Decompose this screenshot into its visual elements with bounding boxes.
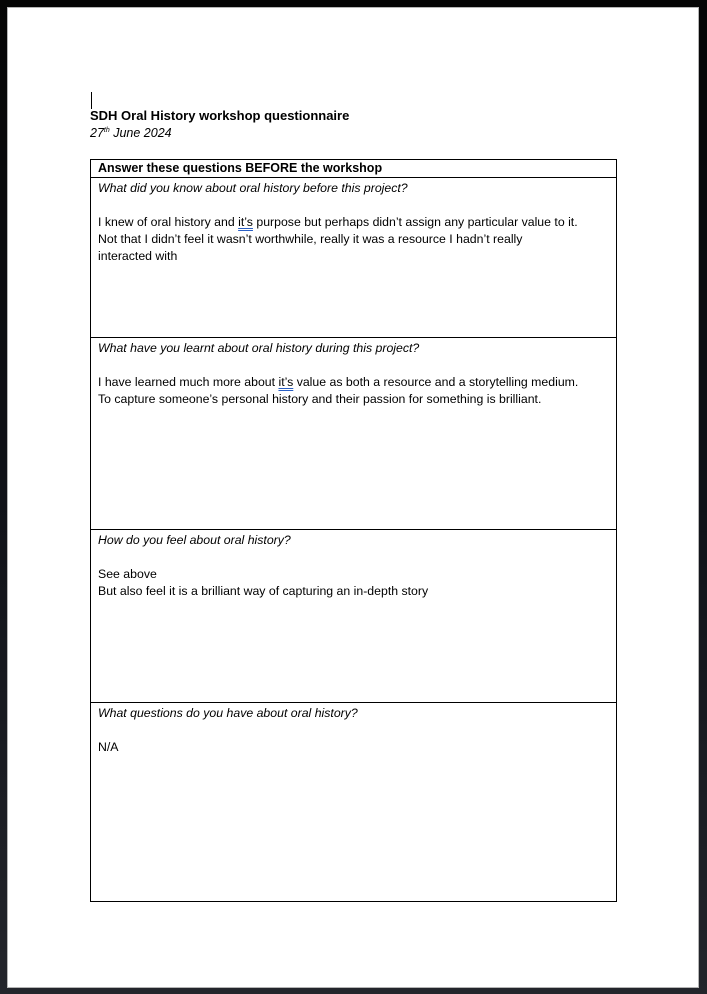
answer-line: N/A [98, 740, 119, 754]
answer-line: interacted with [98, 249, 178, 263]
table-header: Answer these questions BEFORE the workshop [91, 160, 616, 178]
spellcheck-flag[interactable]: it’s [238, 215, 253, 229]
date-suffix: th [103, 127, 110, 134]
question-row-open-questions[interactable] [91, 703, 616, 901]
question-row-learnt-during[interactable] [91, 338, 616, 530]
date-rest: June 2024 [109, 126, 172, 140]
answer-text[interactable] [98, 566, 609, 600]
text-cursor [91, 92, 92, 109]
question-text: What did you know about oral history before this project? [98, 181, 408, 195]
question-text: How do you feel about oral history? [98, 533, 291, 547]
answer-line: I have learned much more about it’s value as both a resource and a storytelling medium. [98, 375, 579, 389]
document-page[interactable] [7, 7, 699, 988]
answer-line: To capture someone’s personal history and their passion for something is brilliant. [98, 392, 542, 406]
question-text: What questions do you have about oral history? [98, 706, 358, 720]
answer-line: Not that I didn’t feel it wasn’t worthwhile, really it was a resource I hadn’t really [98, 232, 523, 246]
questionnaire-table [90, 159, 617, 902]
answer-line: But also feel it is a brilliant way of capturing an in-depth story [98, 584, 429, 598]
answer-text[interactable] [98, 214, 609, 265]
question-text: What have you learnt about oral history during this project? [98, 341, 420, 355]
date-day: 27 [90, 126, 104, 140]
document-title: SDH Oral History workshop questionnaire [90, 108, 350, 123]
answer-text[interactable] [98, 739, 609, 756]
question-row-feelings[interactable] [91, 530, 616, 703]
question-row-knowledge-before[interactable] [91, 178, 616, 338]
spellcheck-flag[interactable]: it’s [278, 375, 294, 389]
document-date [90, 126, 172, 140]
answer-line: See above [98, 567, 157, 581]
answer-text[interactable] [98, 374, 609, 408]
answer-line: I knew of oral history and it’s purpose but perhaps didn’t assign any particular value to it. [98, 215, 578, 229]
